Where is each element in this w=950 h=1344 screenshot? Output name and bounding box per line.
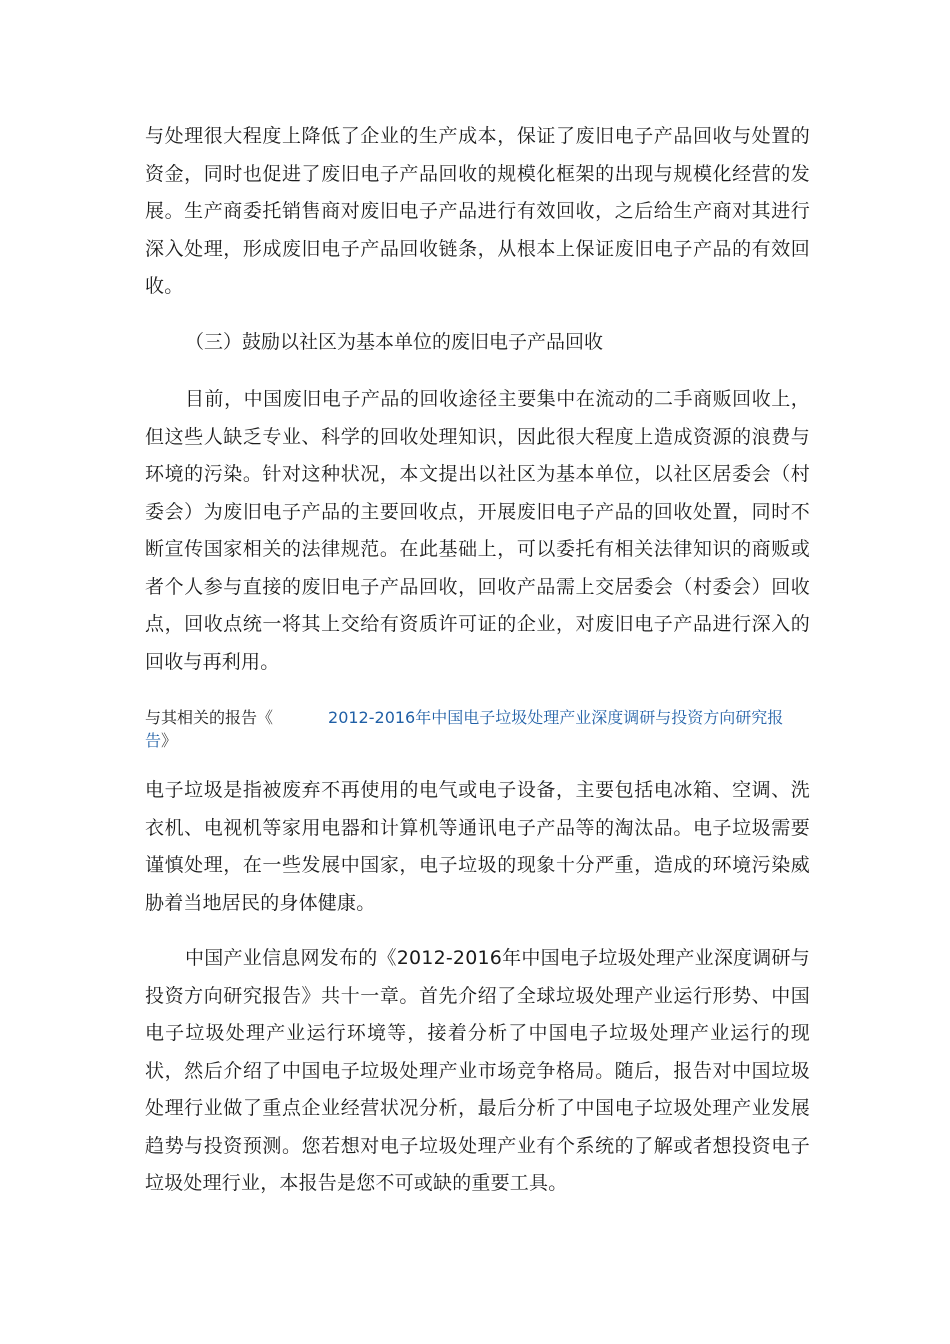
paragraph-ewaste-definition: 电子垃圾是指被废弃不再使用的电气或电子设备，主要包括电冰箱、空调、洗衣机、电视机等家用电器和计算机等通讯电子产品等的淘汰品。电子垃圾需要谨慎处理，在一些发展中国家，电子垃圾的现象十分严重，造成的环境污染威胁着当地居民的身体健康。 (145, 779, 810, 914)
related-report-suffix: 》 (161, 731, 178, 750)
related-report-line (145, 706, 810, 752)
related-report-prefix: 与其相关的报告《 (145, 708, 274, 727)
section-heading-community-recycling: （三）鼓励以社区为基本单位的废旧电子产品回收 (185, 331, 604, 353)
paragraph-recycling-cost: 与处理很大程度上降低了企业的生产成本，保证了废旧电子产品回收与处置的资金，同时也促进了废旧电子产品回收的规模化框架的出现与规模化经营的发展。生产商委托销售商对废旧电子产品进行有效回收，之后给生产商对其进行深入处理，形成废旧电子产品回收链条，从根本上保证废旧电子产品的有效回收。 (145, 125, 810, 297)
paragraph-report-summary: 中国产业信息网发布的《2012-2016年中国电子垃圾处理产业深度调研与投资方向研究报告》共十一章。首先介绍了全球垃圾处理产业运行形势、中国电子垃圾处理产业运行环境等，接着分析了中国电子垃圾处理产业运行的现状，然后介绍了中国电子垃圾处理产业市场竞争格局。随后，报告对中国垃圾处理行业做了重点企业经营状况分析，最后分析了中国电子垃圾处理产业发展趋势与投资预测。您若想对电子垃圾处理产业有个系统的了解或者想投资电子垃圾处理行业，本报告是您不可或缺的重要工具。 (145, 947, 810, 1194)
related-report-link[interactable]: 2012-2016年中国电子垃圾处理产业深度调研与投资方向研究报告 (145, 708, 784, 750)
paragraph-community-recycling: 目前，中国废旧电子产品的回收途径主要集中在流动的二手商贩回收上，但这些人缺乏专业、科学的回收处理知识，因此很大程度上造成资源的浪费与环境的污染。针对这种状况，本文提出以社区为基本单位，以社区居委会（村委会）为废旧电子产品的主要回收点，开展废旧电子产品的回收处置，同时不断宣传国家相关的法律规范。在此基础上，可以委托有相关法律知识的商贩或者个人参与直接的废旧电子产品回收，回收产品需上交居委会（村委会）回收点，回收点统一将其上交给有资质许可证的企业，对废旧电子产品进行深入的回收与再利用。 (145, 388, 810, 673)
